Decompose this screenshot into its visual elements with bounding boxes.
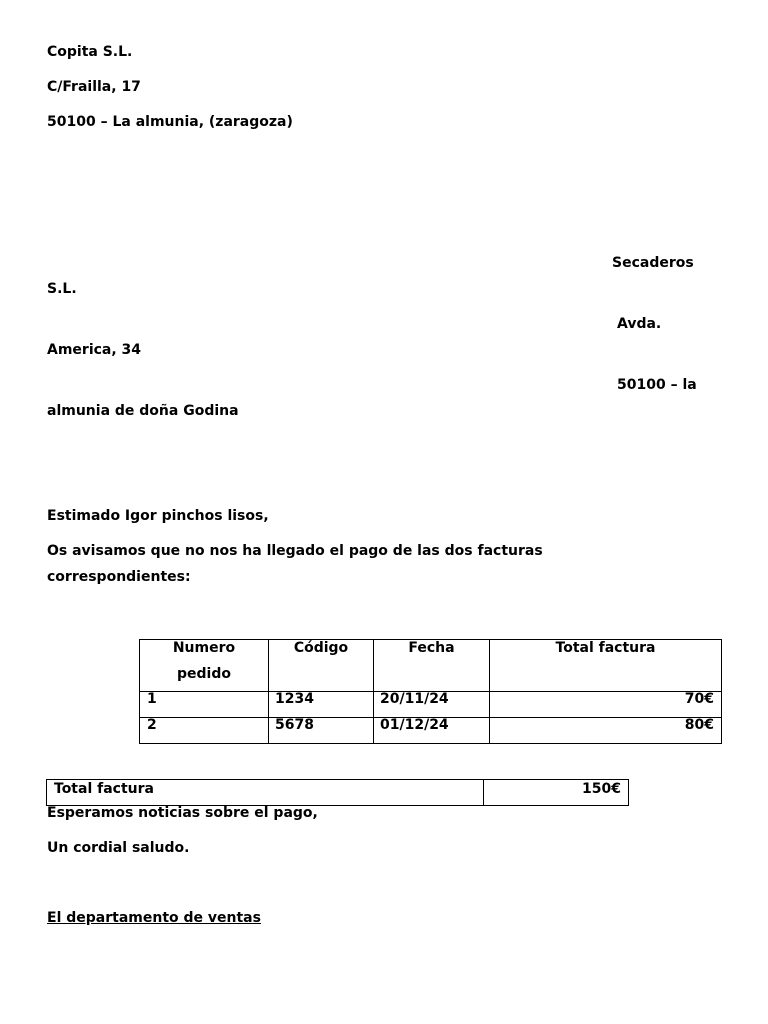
recipient-street-part2: America, 34: [47, 342, 142, 358]
recipient-street-part1: Avda.: [617, 316, 662, 332]
greeting: Estimado Igor pinchos lisos,: [47, 508, 269, 524]
header-codigo: Código: [293, 640, 349, 656]
row-numero: 1: [147, 691, 157, 707]
row-numero: 2: [147, 717, 157, 733]
sender-street: C/Frailla, 17: [47, 79, 141, 95]
recipient-city-part2: almunia de doña Godina: [47, 403, 239, 419]
recipient-name-part2: S.L.: [47, 281, 77, 297]
header-numero-line2: pedido: [177, 666, 231, 682]
closing-line-1: Esperamos noticias sobre el pago,: [47, 805, 318, 821]
recipient-city-part1: 50100 – la: [617, 377, 697, 393]
signature: El departamento de ventas: [47, 910, 261, 926]
recipient-name-part1: Secaderos: [612, 255, 694, 271]
sender-city: 50100 – La almunia, (zaragoza): [47, 114, 293, 130]
invoice-table: [139, 639, 722, 744]
header-fecha: Fecha: [408, 640, 455, 656]
body-line-1: Os avisamos que no nos ha llegado el pago de las dos facturas: [47, 543, 543, 559]
total-value: 150€: [582, 781, 621, 797]
row-fecha: 20/11/24: [380, 691, 449, 707]
sender-name: Copita S.L.: [47, 44, 133, 60]
row-total: 70€: [684, 691, 714, 707]
row-fecha: 01/12/24: [380, 717, 449, 733]
row-codigo: 5678: [275, 717, 314, 733]
body-line-2: correspondientes:: [47, 569, 191, 585]
row-total: 80€: [684, 717, 714, 733]
row-codigo: 1234: [275, 691, 314, 707]
total-table: [46, 779, 629, 806]
total-label: Total factura: [54, 781, 154, 797]
header-total: Total factura: [555, 640, 656, 656]
header-numero-line1: Numero: [172, 640, 236, 656]
closing-line-2: Un cordial saludo.: [47, 840, 190, 856]
